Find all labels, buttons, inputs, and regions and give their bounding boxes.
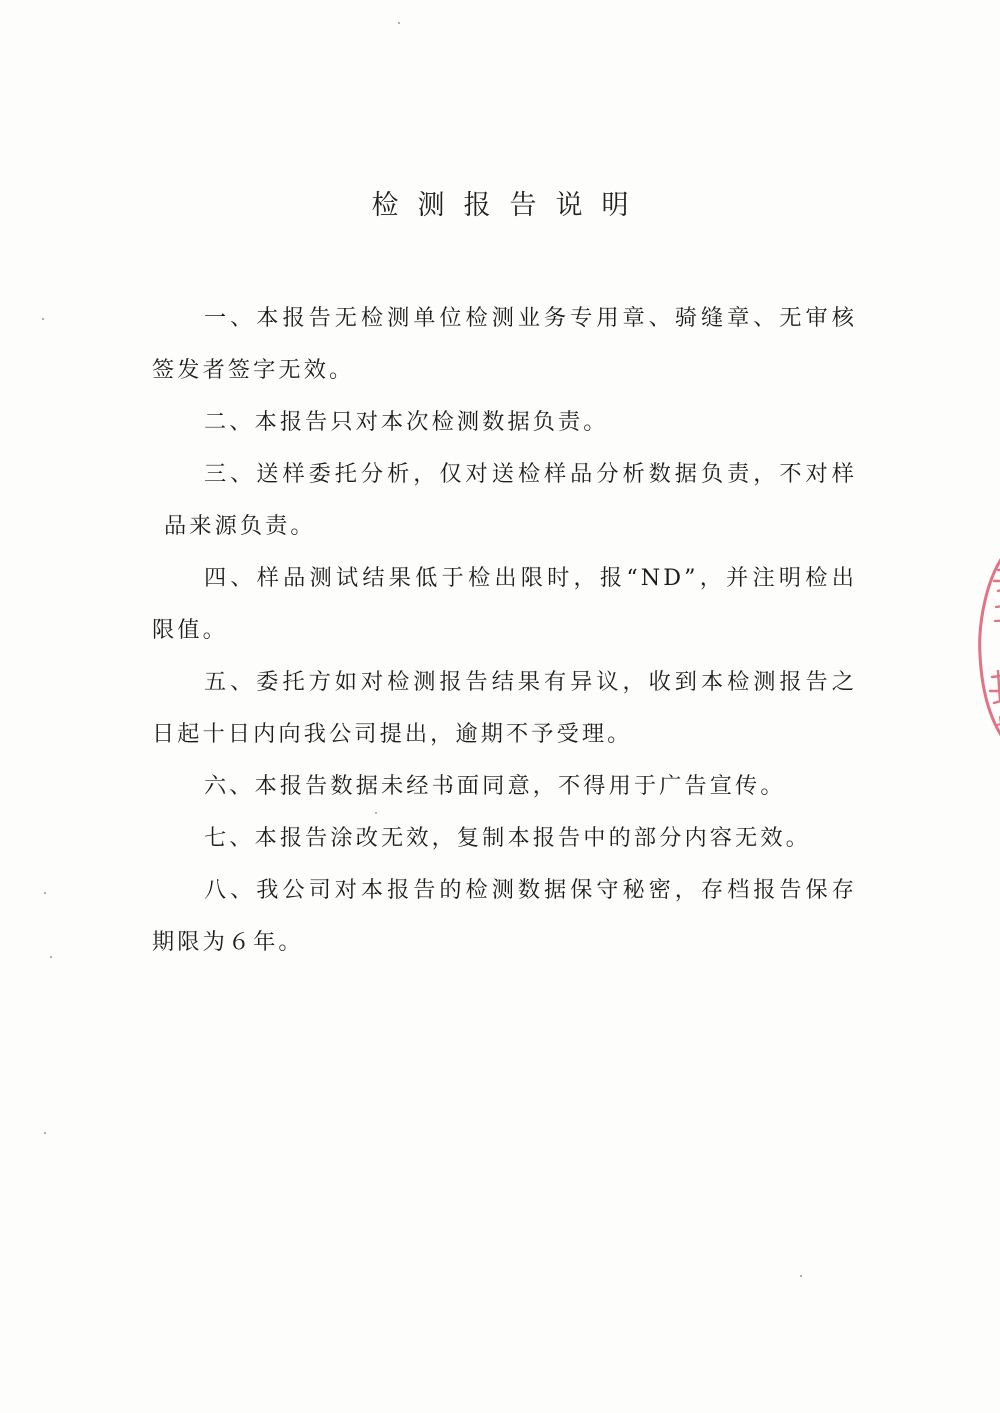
- clause-4: 四、样品测试结果低于检出限时，报“ND”，并注明检出限值。: [152, 565, 857, 643]
- scan-speck: [375, 812, 377, 814]
- scan-speck: [44, 892, 46, 894]
- clause-5: 五、委托方如对检测报告结果有异议，收到本检测报告之日起十日内向我公司提出，逾期不予受理。: [152, 669, 857, 747]
- scan-speck: [50, 956, 52, 958]
- document-title: 检测报告说明: [371, 190, 648, 221]
- seal-stamp-icon: [968, 545, 1000, 750]
- clause-8: 八、我公司对本报告的检测数据保守秘密，存档报告保存期限为６年。: [152, 877, 857, 955]
- clause-list: [152, 292, 857, 968]
- clause-3: 三、送样委托分析，仅对送检样品分析数据负责，不对样品来源负责。: [164, 461, 857, 539]
- clause-1: 一、本报告无检测单位检测业务专用章、骑缝章、无审核签发者签字无效。: [152, 305, 857, 383]
- clause-6: 六、本报告数据未经书面同意，不得用于广告宣传。: [204, 773, 786, 799]
- scan-speck: [42, 318, 44, 320]
- clause-7: 七、本报告涂改无效，复制本报告中的部分内容无效。: [204, 825, 811, 851]
- clause-2: 二、本报告只对本次检测数据负责。: [204, 409, 609, 435]
- scan-speck: [800, 1275, 802, 1277]
- scan-speck: [398, 22, 400, 24]
- scan-speck: [44, 1132, 46, 1134]
